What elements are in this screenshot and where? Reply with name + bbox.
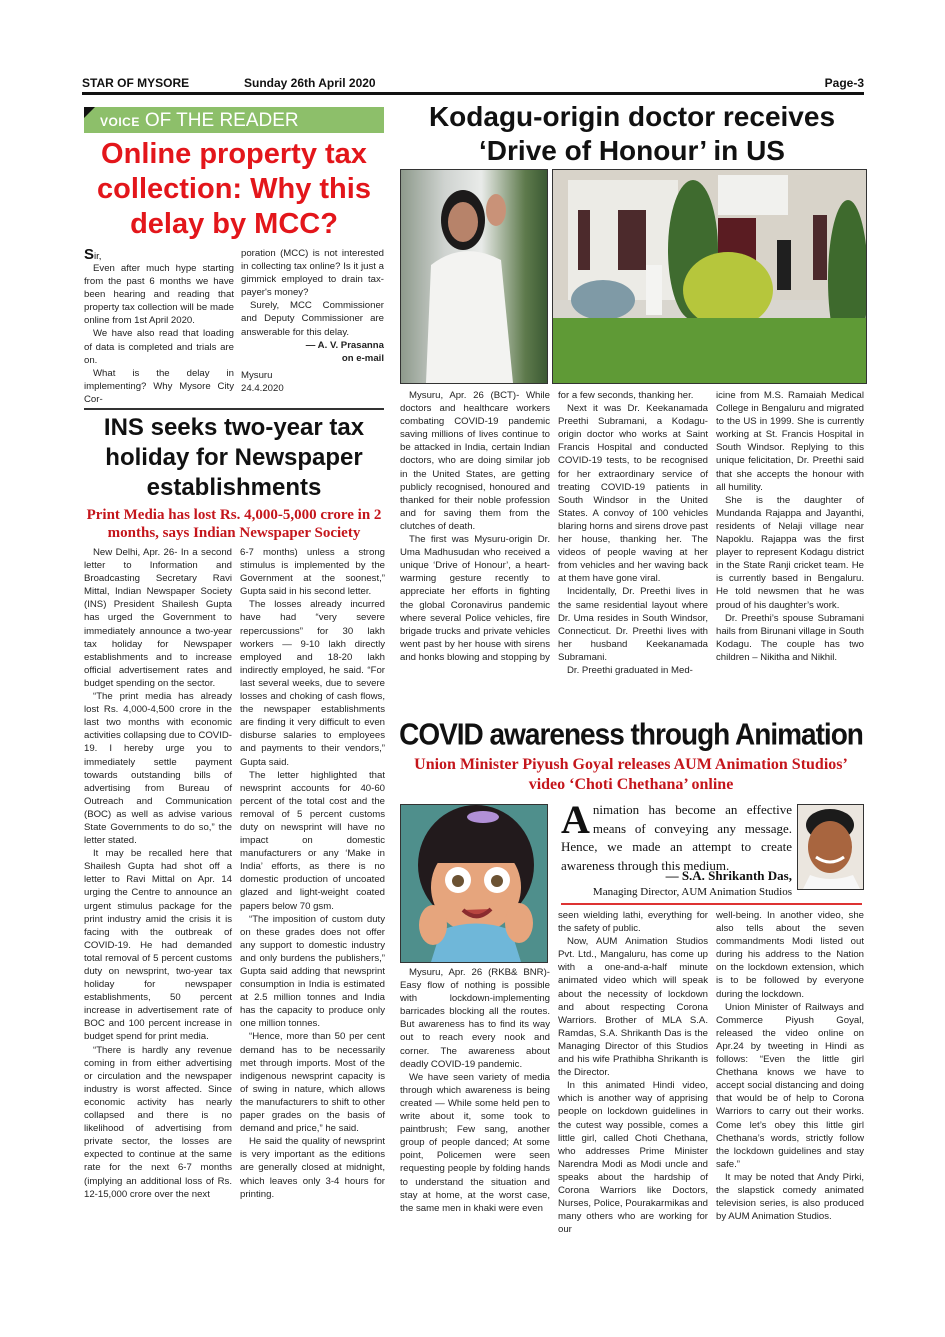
paragraph: poration (MCC) is not interested in collecting tax online? Is it just a gimmick employed to drain tax-payer's money? [241, 248, 384, 299]
kodagu-column-3 [716, 389, 864, 664]
page-number: Page-3 [824, 76, 864, 90]
quote-role: Managing Director, AUM Animation Studios [592, 886, 792, 898]
ins-headline: INS seeks two-year tax holiday for Newspaper establishments [103, 414, 365, 501]
paragraph: well-being. In another video, she also tells about the seven commandments Modi listed out during his address to the Nation on the lockdown extension, which is to be followed by everyone during the lockdown. [716, 910, 864, 1000]
paragraph: It may be recalled here that Shailesh Gupta had shot off a letter to Ravi Mittal on Apr. 14 urging the Centre to announce an urgent stimulus package for the print industry amid the crisis it is facing with the outbreak of COVID-19. He had demanded total removal of 5 percent customs duty on newsprint, two-year tax holiday for newspaper establishments, 50 percent increase in advertisement rate of BOC and 100 percent increase in budget spend for print media. [84, 848, 232, 1043]
section-divider [84, 408, 384, 410]
masthead [82, 76, 864, 92]
publication-name: STAR OF MYSORE [82, 76, 190, 90]
letter-headline: Online property tax collection: Why this delay by MCC? [97, 138, 371, 240]
paragraph: The letter highlighted that newsprint accounts for 40-60 percent of the total cost and the removal of 5 percent customs duty on newsprint will have no impact on domestic manufacturers or any ‘Make in India’ efforts, as there is no domestic production of uncoated glazed and light-weight coated papers below 70 gsm. [240, 769, 385, 912]
paragraph: We have also read that loading of data is completed and trials are on. [84, 328, 234, 366]
paragraph: “The print media has already lost Rs. 4,000-4,500 crore in the last two months with economic activities collapsing due to COVID-19. I hereby urge you to immediately settle payment towards outstanding bills of advertising from Bureau of Outreach and Communication (BOC) as well as advise various State Governments to do so,” the letter stated. [84, 691, 232, 847]
paragraph: seen wielding lathi, everything for the safety of public. [558, 910, 708, 935]
paragraph: “Hence, more than 50 per cent demand has to be necessarily met through imports. Most of the indigenous newsprint capacity is of swing in nature, which allows the manufacturers to shift to other paper grades on the basis of demand and price,” he said. [240, 1031, 385, 1135]
house-photo-illustration [553, 170, 866, 383]
masthead-rule [82, 92, 864, 95]
paragraph: The losses already incurred have had “very severe repercussions” for 30 lakh workers — 9-10 lakh directly employed and 18-20 lakh indirectly employed, he said. “For last several weeks, due to severe losses and choking of cash flows, the newspaper establishments are finding it very difficult to even disburse salaries to employees and payments to their vendors,” Gupta said. [240, 599, 385, 768]
paragraph: Even after much hype starting from the past 6 months we have been hearing and reading that property tax collection will be made online from 1st April 2020. [84, 263, 234, 327]
paragraph: He said the quality of newsprint is very important as the editions are generally closed at midnight, which leaves only 3-4 hours for printing. [240, 1136, 385, 1200]
voice-of-reader-banner [84, 107, 384, 133]
corner-triangle-icon [84, 107, 95, 118]
quote-divider [561, 903, 862, 905]
portrait-illustration [798, 805, 863, 889]
covid-column-3 [716, 909, 864, 1223]
house-front-photo [552, 169, 867, 384]
paragraph: It may be noted that Andy Pirki, the slapstick comedy animated television series, is also produced by AUM Animation Studios. [716, 1171, 864, 1223]
paragraph: “There is hardly any revenue coming in from either advertising or circulation and the newspaper industry is worst affected. Since economic activity has nearly collapsed and there is no likelihood of advertising from private sector, the losses are expected to continue at the same rate for the next 6-7 months (implying an additional loss of Rs. 12-15,000 crore over the next [84, 1044, 232, 1200]
paragraph: Union Minister of Railways and Commerce Piyush Goyal, released the video online on Apr.24 by tweeting in Hindi as follows: “Even the little girl Chethana knows we have to accept social distancing and doing that would be of help to Corona Warriors to carry out their works. Come let’s obey this little girl Chethana’s words, strictly follow the lockdown guidelines and stay safe.” [716, 1001, 864, 1170]
signature-via: on e-mail [341, 352, 384, 364]
paragraph: New Delhi, Apr. 26- In a second letter to Information and Broadcasting Secretary Ravi Mittal, Indian Newspaper Society (INS) President Shailesh Gupta has urged the Government to immediately announce a two-year tax holiday for Newspaper establishments and to increase official advertisement rates and budget spending on the sector. [84, 547, 232, 689]
banner-large-label: OF THE READER [144, 110, 299, 131]
paragraph: Surely, MCC Commissioner and Deputy Commissioner are answerable for this delay. [241, 300, 384, 338]
paragraph: She is the daughter of Mundanda Rajappa and Jayanthi, residents of Nelaji village near Napoklu. Rajappa was the first player to represent Kodagu district in the State Ranji cricket team. He is currently based in Bengaluru. He told newsmen that he was proud of his daughter’s work. [716, 494, 864, 611]
paragraph: The first was Mysuru-origin Dr. Uma Madhusudan who received a unique ‘Drive of Honour’, a heart-warming gesture recently to appreciate her efforts in fighting the global Coronavirus pandemic where several Police vehicles, fire brigade trucks and private vehicles went past by her house with sirens and honks blowing and stopping by [400, 534, 550, 663]
paragraph: What is the delay in implementing? Why Mysore City Cor- [84, 367, 234, 405]
letter-place: Mysuru [241, 369, 273, 381]
paragraph: 6-7 months) unless a strong stimulus is implemented by the Government at the soonest,” Gupta said in his second letter. [240, 547, 385, 598]
ins-column-1 [84, 546, 232, 1201]
covid-column-2 [558, 909, 708, 1236]
banner-small-label: VOICE [100, 115, 140, 129]
letter-salutation: Sir, [84, 246, 102, 263]
letter-column-2 [241, 247, 384, 395]
cartoon-illustration [401, 805, 547, 962]
paragraph: Dr. Preethi’s spouse Subramani hails from Birunani village in South Kodagu. The couple has two children – Nikitha and Nikhil. [716, 612, 864, 663]
paragraph: Next it was Dr. Keekanamada Preethi Subramani, a Kodagu-origin doctor who works at Saint Francis Hospital and conducted COVID-19 tests, to be recognised for her extraordinary service of treating COVID-19 patients in South Windsor in the United States. A convoy of 100 vehicles blaring horns and sirens drove past her house, thanking her. The videos of people waving at her from vehicles and her waving back at them have gone viral. [558, 403, 708, 585]
doctor-waving-photo [400, 169, 548, 384]
covid-column-1 [400, 966, 550, 1215]
letter-column-1 [84, 262, 234, 406]
kodagu-column-2 [558, 389, 708, 677]
paragraph: In this animated Hindi video, which is another way of apprising people on lockdown guidelines in the cutest way possible, comes a little girl, called Choti Chethana, who addresses Prime Minister Narendra Modi as Modi uncle and speaks about the hardship of Corona Warriors like Doctors, Nurses, Police, Pourakarmikas and many others who are working for our [558, 1080, 708, 1236]
choti-chethana-cartoon-image [400, 804, 548, 963]
paragraph: for a few seconds, thanking her. [558, 390, 694, 401]
paragraph: Mysuru, Apr. 26 (RKB& BNR)- Easy flow of nothing is possible with lockdown-implementing barricades blocking all the routes. But awareness has to find its way out to reach every nook and corner. The awareness about deadly COVID-19 pandemic. [400, 967, 550, 1070]
paragraph: icine from M.S. Ramaiah Medical College in Bengaluru and migrated to the US in 1999. She is currently working at St. Francis Hospital in South Windsor. Replying to this unique felicitation, Dr. Preethi said that she accepts the honour with all humility. [716, 390, 864, 493]
signature-name: — A. V. Prasanna [305, 339, 384, 351]
doctor-photo-illustration [401, 170, 547, 383]
covid-subhead: Union Minister Piyush Goyal releases AUM Animation Studios’ video ‘Choti Chethana’ online [414, 756, 848, 793]
quote-attribution: — S.A. Shrikanth Das, [665, 868, 792, 883]
shrikanth-das-portrait [797, 804, 864, 890]
covid-headline: COVID awareness through Animation [399, 717, 863, 752]
pull-quote [561, 797, 792, 875]
paragraph: We have seen variety of media through which awareness is being created — While some held pen to write about it, some took to paintbrush; Few sang, another group of people danced; At some point, Policemen were seen requesting people by folding hands to understand the situation and stay at home, at the worst case, the same men in khaki were even [400, 1071, 550, 1214]
ins-column-2 [240, 546, 385, 1201]
letter-date: 24.4.2020 [241, 382, 284, 394]
paragraph: “The imposition of custom duty on these grades does not offer any support to domestic industry and only burdens the publishers,” Gupta said adding that newsprint consumption in India is estimated at 2.5 million tonnes and India has the capacity to produce only one million tonnes. [240, 913, 385, 1030]
kodagu-column-1 [400, 389, 550, 664]
paragraph: Mysuru, Apr. 26 (BCT)- While doctors and healthcare workers combating COVID-19 pandemic saving millions of lives continue to be attacked in India, certain Indian doctors, who are doing similar job in the United States, are getting publicly recognised, honoured and thanked for their noble profession and for saving them from the clutches of death. [400, 390, 550, 532]
paragraph: Incidentally, Dr. Preethi lives in the same residential layout where Dr. Uma resides in South Windsor, Connecticut. Dr. Preethi lives with her husband Keekanamada Subramani. [558, 586, 708, 663]
paragraph: Dr. Preethi graduated in Med- [567, 664, 693, 676]
ins-subhead: Print Media has lost Rs. 4,000-5,000 crore in 2 months, says Indian Newspaper Society [86, 507, 382, 541]
quote-text: nimation has become an effective means of conveying any message. Hence, we made an attempt to create awareness through this medium. [561, 802, 792, 873]
paragraph: Now, AUM Animation Studios Pvt. Ltd., Mangaluru, has come up with a one-and-a-half minute animated video which will speak about the necessity of lockdown and about respecting Corona Warriors. Brother of MLA S.A. Ramdas, S.A. Shrikanth Das is the Managing Director of this Studios and his wife Prathibha Shrikanth is the Director. [558, 936, 708, 1079]
issue-date: Sunday 26th April 2020 [244, 76, 376, 90]
quote-dropcap: A [561, 797, 590, 842]
kodagu-headline: Kodagu-origin doctor receives ‘Drive of Honour’ in US [428, 101, 836, 166]
